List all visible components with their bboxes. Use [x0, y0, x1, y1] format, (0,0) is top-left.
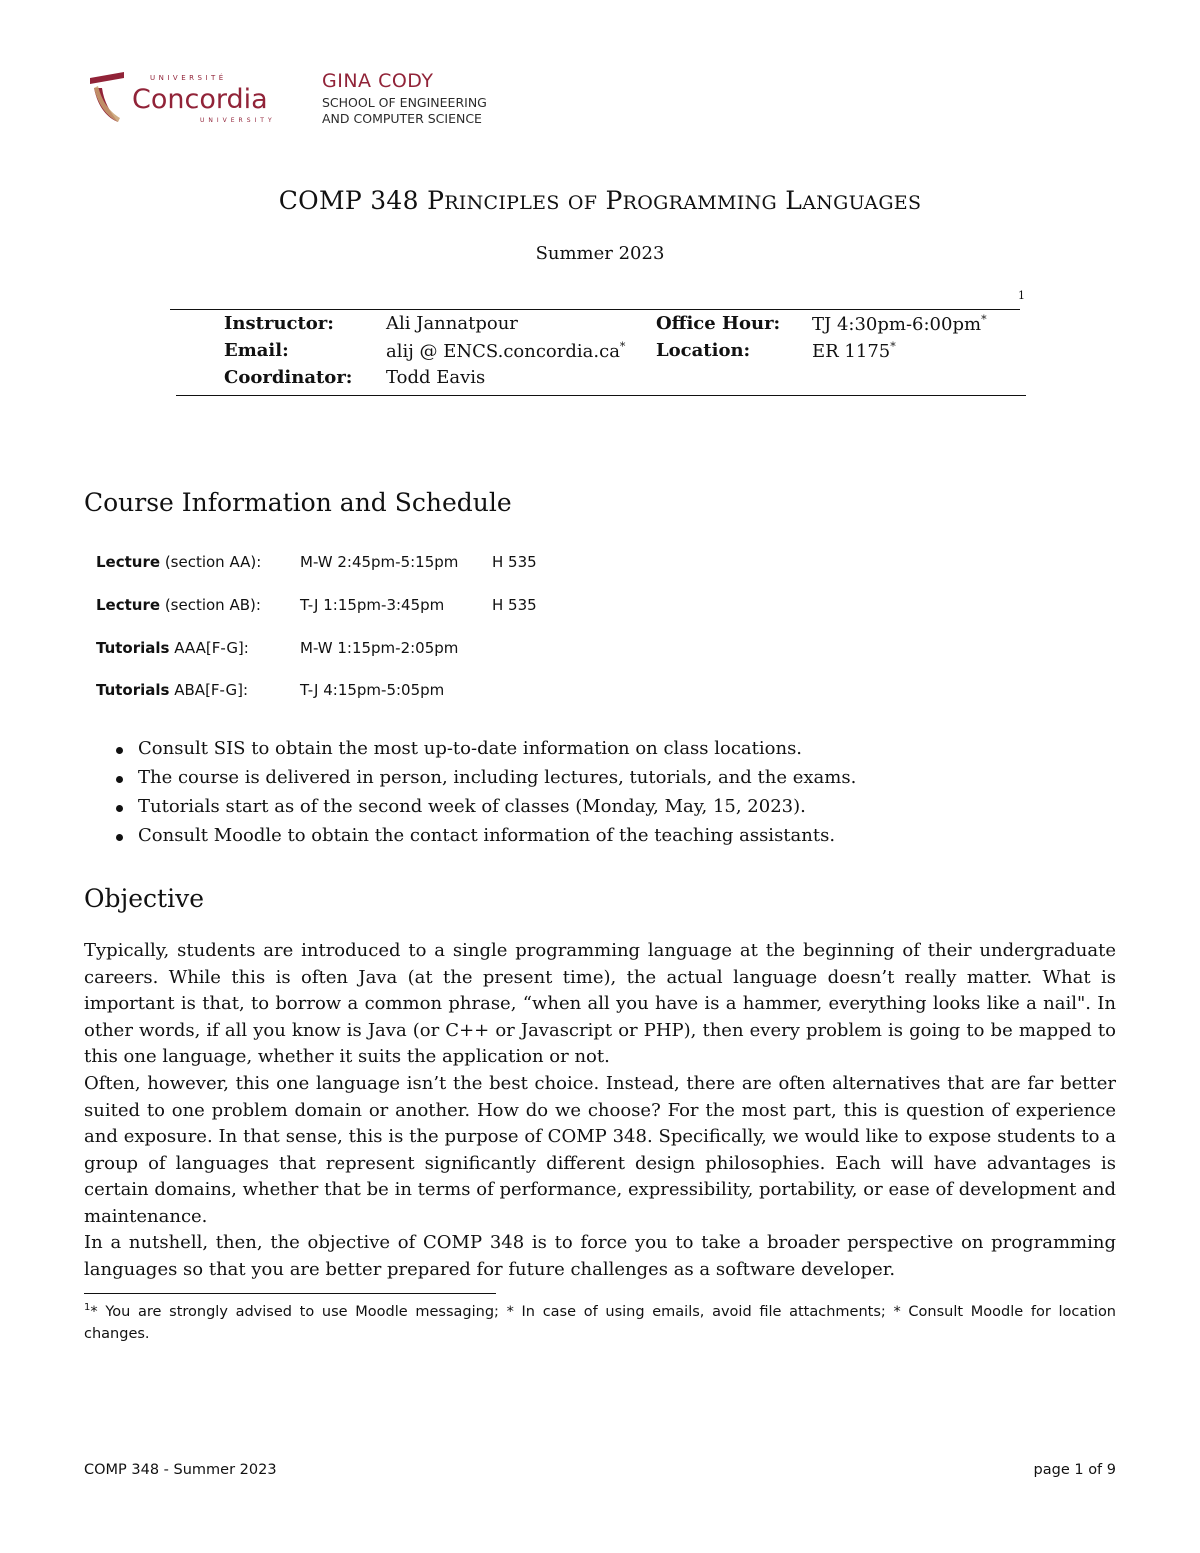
objective-paragraph-1: Typically, students are introduced to a single programming language at the beginning of their undergraduate careers. While this is often Java (at the present time), the actual language doesn’t really matter. What is important is that, to borrow a common phrase, “when all you have is a hammer, everything looks like a nail". In other words, if all you know is Java (or C++ or Javascript or PHP), then every problem is going to be mapped to this one language, whether it suits the application or not. [84, 940, 1116, 1067]
title-word-3-cap: P [605, 186, 623, 215]
footnote [84, 1297, 1116, 1345]
section-heading-schedule: Course Information and Schedule [84, 488, 512, 517]
footer-left: COMP 348 - Summer 2023 [84, 1462, 277, 1478]
schedule-row-label: Tutorials ABA[F-G]: [96, 681, 249, 699]
instructor-value: Ali Jannatpour [386, 313, 518, 334]
school-line-1: SCHOOL OF ENGINEERING [322, 95, 487, 110]
footnote-rule [84, 1293, 496, 1294]
table-top-rule [170, 309, 1020, 310]
title-word-4-rest: ANGUAGES [802, 192, 922, 214]
list-item: Tutorials start as of the second week of classes (Monday, May, 15, 2023). [116, 796, 856, 825]
course-code: COMP 348 [278, 186, 419, 215]
shield-icon [90, 72, 124, 122]
school-name: GINA CODY [322, 70, 434, 92]
objective-paragraph-2: Often, however, this one language isn’t the best choice. Instead, there are often alternatives that are far better suited to one problem domain or another. How do we choose? For the most part, this is question of experience and exposure. In that sense, this is the purpose of COMP 348. Specifically, we would like to expose students to a group of languages that represent significantly different design philosophies. Each will have advantages is certain domains, whether that be in terms of performance, expressibility, portability, or ease of development and maintenance. [84, 1073, 1116, 1227]
schedule-row-label: Lecture (section AA): [96, 553, 262, 571]
schedule-bullet-list [116, 738, 856, 854]
email-mark: * [619, 340, 626, 353]
schedule-row-room: H 535 [492, 596, 537, 614]
page-number: page 1 of 9 [1033, 1462, 1116, 1478]
title-word-2: OF [567, 192, 598, 214]
objective-paragraph-3: In a nutshell, then, the objective of COMP 348 is to force you to take a broader perspective on programming languages so that you are better prepared for future challenges as a software developer. [84, 1232, 1116, 1280]
section-heading-objective: Objective [84, 884, 205, 913]
title-word-1-rest: RINCIPLES [444, 192, 560, 214]
school-line-2: AND COMPUTER SCIENCE [322, 111, 482, 126]
instructor-label: Instructor: [224, 313, 334, 334]
coordinator-value: Todd Eavis [386, 367, 486, 388]
list-item: The course is delivered in person, including lectures, tutorials, and the exams. [116, 767, 856, 796]
schedule-row-time: M-W 1:15pm-2:05pm [300, 639, 459, 657]
email-value[interactable]: alij @ ENCS.concordia.ca* [386, 340, 626, 362]
location-value: ER 1175* [812, 340, 896, 362]
schedule-row-time: T-J 1:15pm-3:45pm [300, 596, 445, 614]
footnote-number: 1 [84, 1302, 91, 1313]
title-word-4-cap: L [785, 186, 803, 215]
logo-university: UNIVERSITY [200, 117, 276, 124]
office-hour-label: Office Hour: [656, 313, 781, 334]
footnote-mark: 1 [1018, 289, 1025, 302]
logo-universite: UNIVERSITÉ [150, 74, 227, 82]
logo-name: Concordia [132, 84, 268, 115]
subtitle: Summer 2023 [535, 243, 665, 264]
schedule-row-label: Tutorials AAA[F-G]: [96, 639, 249, 657]
schedule-row-label: Lecture (section AB): [96, 596, 261, 614]
office-hour-mark: * [981, 313, 987, 326]
location-mark: * [890, 340, 896, 353]
email-label: Email: [224, 340, 289, 361]
location-label: Location: [656, 340, 751, 361]
document-title [0, 186, 1200, 215]
schedule-row-time: T-J 4:15pm-5:05pm [300, 681, 445, 699]
concordia-logo [88, 68, 318, 128]
office-hour-value: TJ 4:30pm-6:00pm* [812, 313, 987, 335]
title-word-3-rest: ROGRAMMING [622, 192, 777, 214]
schedule-row-time: M-W 2:45pm-5:15pm [300, 553, 459, 571]
coordinator-label: Coordinator: [224, 367, 353, 388]
table-bottom-rule [176, 395, 1026, 396]
list-item: Consult Moodle to obtain the contact information of the teaching assistants. [116, 825, 856, 854]
footnote-text: * You are strongly advised to use Moodle messaging; * In case of using emails, avoid file attachments; * Consult Moodle for location changes. [84, 1303, 1116, 1342]
schedule-row-room: H 535 [492, 553, 537, 571]
title-word-1-cap: P [427, 186, 445, 215]
list-item: Consult SIS to obtain the most up-to-date information on class locations. [116, 738, 856, 767]
